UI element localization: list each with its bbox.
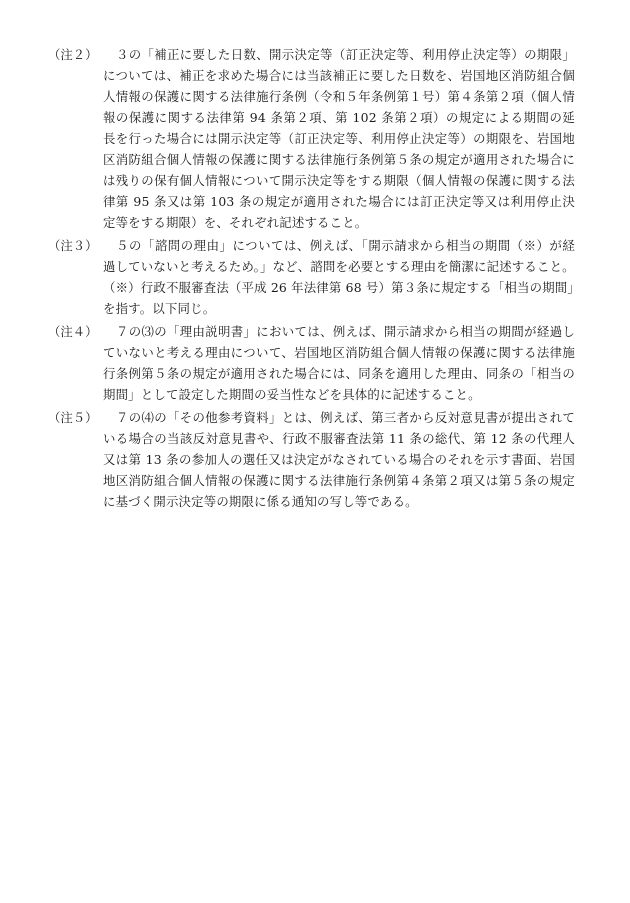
note-5	[0, 407, 630, 512]
note-3	[0, 235, 630, 319]
note-label: （注４）	[48, 324, 98, 339]
note-2	[0, 44, 630, 233]
note-text: ３の「補正に要した日数、開示決定等（訂正決定等、利用停止決定等）の期限」については、補正を求めた場合には当該補正に要した日数を、岩国地区消防組合個人情報の保護に関する法律施行条例（令和５年条例第１号）第４条第２項（個人情報の保護に関する法律第 94 条第２項、第 102 条第２項）の規定による期間の延長を行った場合には開示決定等（訂正決定等、利用停止決定等）の期限を、岩国地区消防組合個人情報の保護に関する法律施行条例第５条の規定が適用された場合には残りの保有個人情報について開示決定等をする期限（個人情報の保護に関する法律第 95 条又は第 103 条の規定が適用された場合には訂正決定等又は利用停止決定等をする期限）を、それぞれ記述すること。	[103, 47, 575, 230]
note-label: （注５）	[48, 410, 98, 425]
note-label: （注２）	[48, 47, 98, 62]
note-4	[0, 321, 630, 405]
note-label: （注３）	[48, 238, 98, 253]
note-text: ７の⑶の「理由説明書」においては、例えば、開示請求から相当の期間が経過していないと考える理由について、岩国地区消防組合個人情報の保護に関する法律施行条例第５条の規定が適用された場合には、同条を適用した理由、同条の「相当の期間」として設定した期間の妥当性などを具体的に記述すること。	[103, 324, 575, 402]
note-text: ５の「諮問の理由」については、例えば、「開示請求から相当の期間（※）が経過していないと考えるため。」など、諮問を必要とする理由を簡潔に記述すること。	[103, 238, 575, 274]
note-text: ７の⑷の「その他参考資料」とは、例えば、第三者から反対意見書が提出されている場合の当該反対意見書や、行政不服審査法第 11 条の総代、第 12 条の代理人又は第 13 条の参加人の選任又は決定がなされている場合のそれを示す書面、岩国地区消防組合個人情報の保護に関する法律施行条例第４条第２項又は第５条の規定に基づく開示決定等の期限に係る通知の写し等である。	[103, 410, 575, 509]
note-subnote: （※）行政不服審査法（平成 26 年法律第 68 号）第３条に規定する「相当の期間」を指す。以下同じ。	[103, 280, 574, 316]
